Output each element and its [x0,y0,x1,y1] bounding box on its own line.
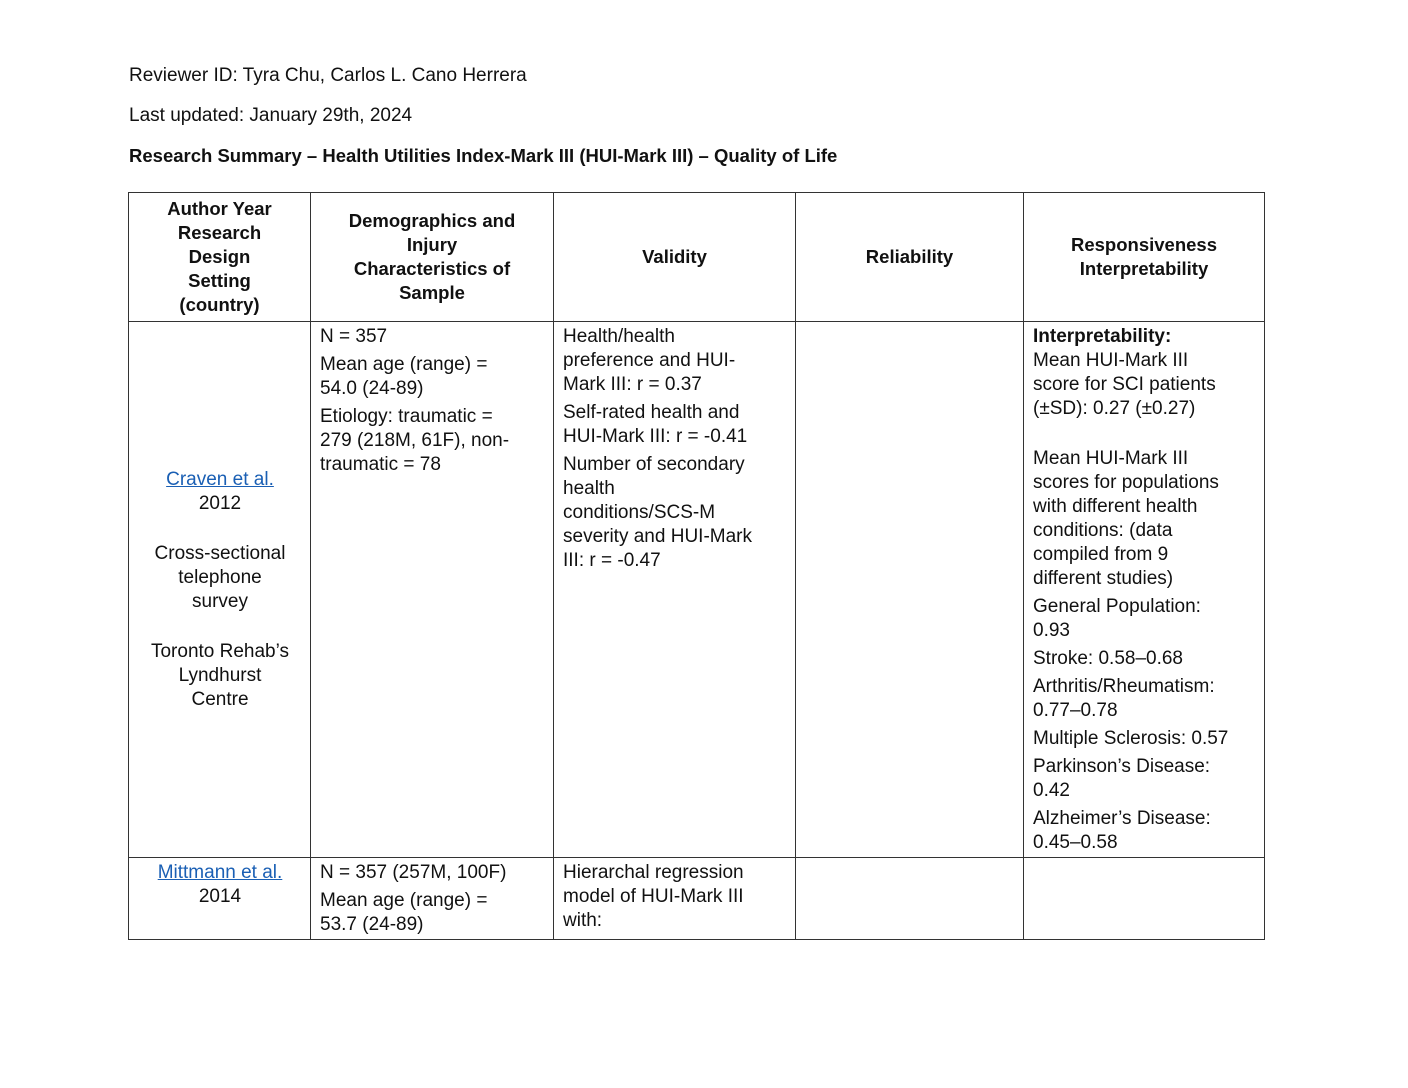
interp-item-arthritis: Arthritis/Rheumatism: 0.77–0.78 [1033,676,1215,721]
responsiveness-cell [1024,858,1265,940]
column-header-reliability: Reliability [796,193,1024,322]
etiology: Etiology: traumatic = 279 (218M, 61F), non- traumatic = 78 [320,406,510,475]
reviewer-id: Reviewer ID: Tyra Chu, Carlos L. Cano Herrera [129,65,527,86]
reliability-cell [796,858,1024,940]
research-summary-table [128,192,1265,940]
interpretability-label: Interpretability: [1033,326,1172,347]
table-header-row [129,193,1265,322]
interp-item-alzheimers: Alzheimer’s Disease: 0.45–0.58 [1033,808,1211,853]
study-year: 2012 [198,493,242,514]
validity-item: Self-rated health and HUI-Mark III: r = -0.41 [563,402,748,447]
table-row [129,322,1265,858]
validity-item: Number of secondary health conditions/SCS-M severity and HUI-Mark III: r = -0.47 [563,454,752,571]
author-cell [129,858,311,940]
study-year: 2014 [198,886,242,907]
last-updated: Last updated: January 29th, 2024 [129,105,413,126]
column-header-responsiveness: Responsiveness Interpretability [1024,193,1265,322]
table-row [129,858,1265,940]
author-link-mittmann[interactable]: Mittmann et al. [157,862,283,883]
interp-compare: Mean HUI-Mark III scores for populations with different health conditions: (data compiled from 9 different studies) [1033,448,1219,589]
interp-item-general: General Population: 0.93 [1033,596,1201,641]
document-title: Research Summary – Health Utilities Index-Mark III (HUI-Mark III) – Quality of Life [129,145,838,166]
interp-item-stroke: Stroke: 0.58–0.68 [1033,648,1183,669]
validity-item: Hierarchal regression model of HUI-Mark III with: [563,862,744,931]
sample-size: N = 357 [320,326,388,347]
author-cell: Craven et al. 2012 Cross-sectional telephone survey Toronto Rehab’s Lyndhurst Centre [129,322,311,858]
sample-size: N = 357 (257M, 100F) [320,862,507,883]
column-header-demographics: Demographics and Injury Characteristics of Sample [311,193,554,322]
validity-item: Health/health preference and HUI- Mark III: r = 0.37 [563,326,736,395]
column-header-author: Author Year Research Design Setting (country) [129,193,311,322]
interp-item-ms: Multiple Sclerosis: 0.57 [1033,728,1229,749]
reliability-cell [796,322,1024,858]
mean-age: Mean age (range) = 53.7 (24-89) [320,890,488,935]
demographics-cell [311,858,554,940]
responsiveness-cell [1024,322,1265,858]
validity-cell [554,858,796,940]
mean-age: Mean age (range) = 54.0 (24-89) [320,354,488,399]
column-header-validity: Validity [554,193,796,322]
validity-cell [554,322,796,858]
interp-item-parkinsons: Parkinson’s Disease: 0.42 [1033,756,1211,801]
author-link-craven[interactable]: Craven et al. [166,469,274,490]
demographics-cell [311,322,554,858]
interp-intro: Mean HUI-Mark III score for SCI patients (±SD): 0.27 (±0.27) [1033,350,1216,419]
